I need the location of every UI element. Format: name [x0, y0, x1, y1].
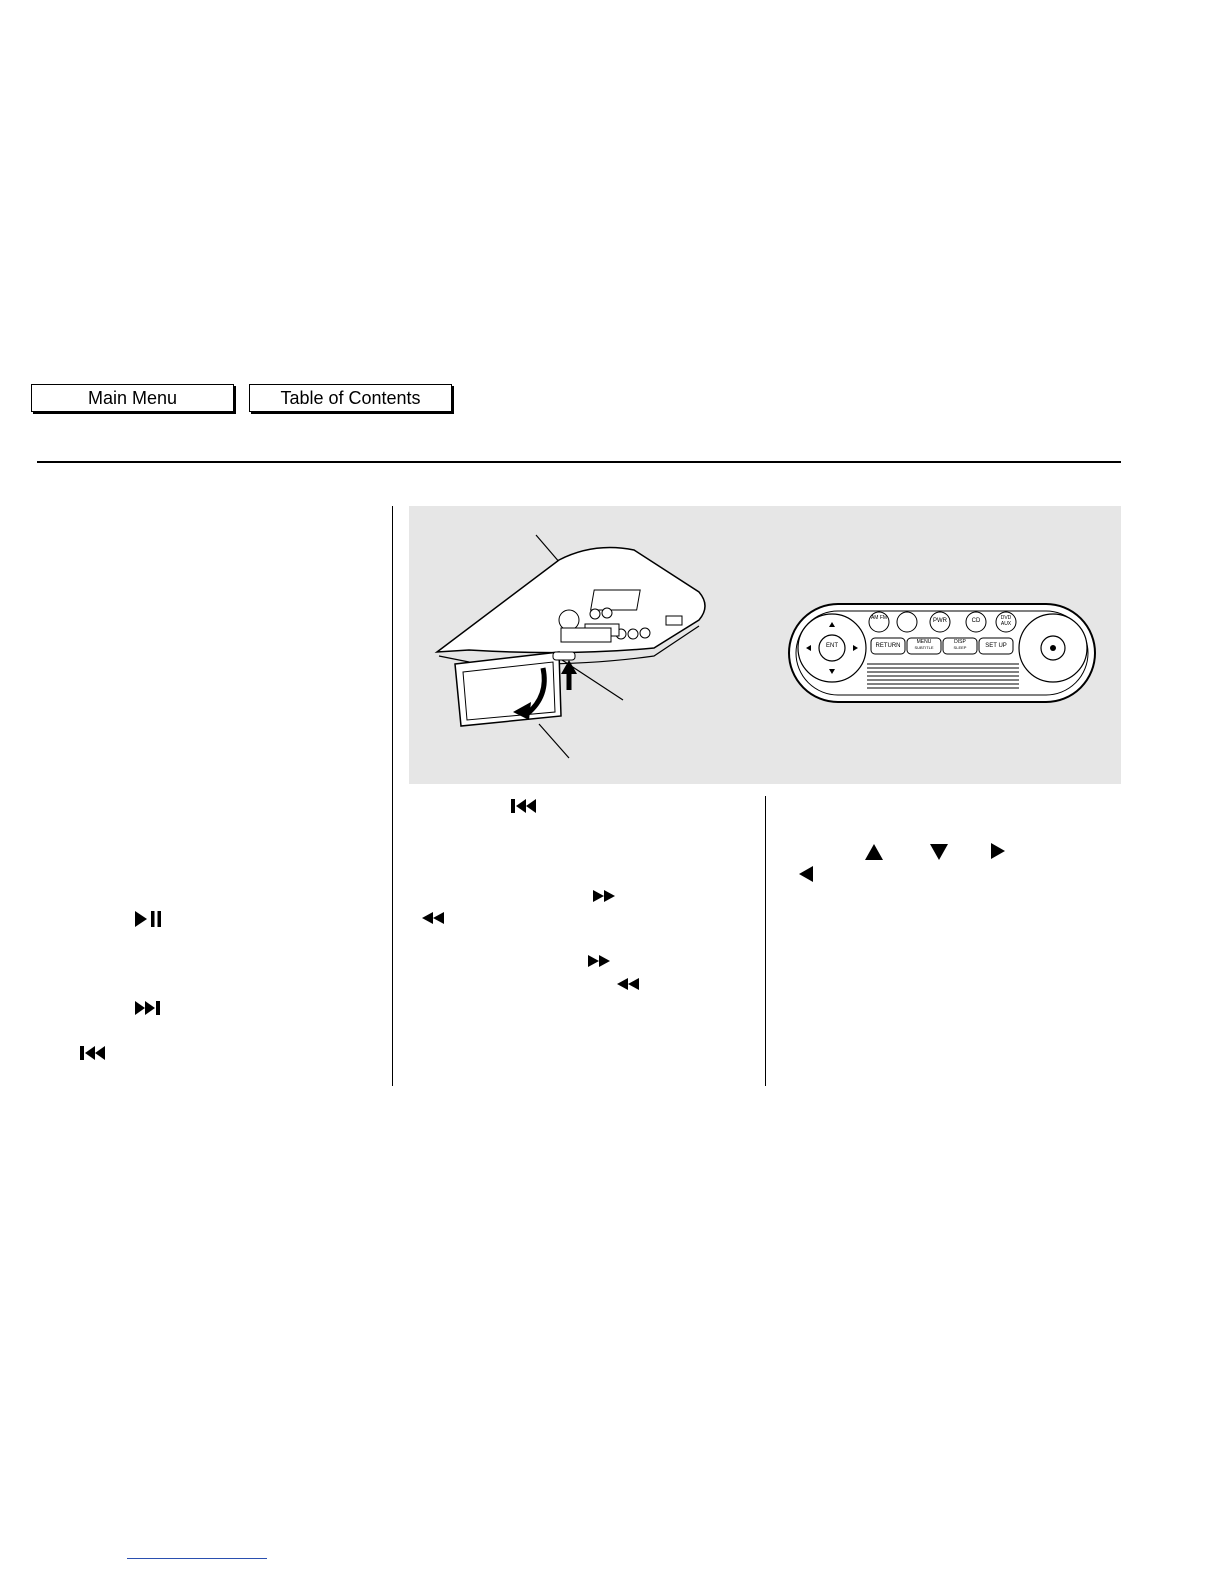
- setup-button: SET UP: [985, 643, 1007, 649]
- down-arrow-icon: [929, 843, 949, 861]
- column-divider-left: [392, 506, 393, 1086]
- pwr-button: PWR: [933, 618, 947, 624]
- up-arrow-icon: [864, 843, 884, 861]
- return-button: RETURN: [875, 643, 901, 649]
- disp-button: [943, 639, 977, 651]
- dvd-aux-button: DVD AUX: [1000, 615, 1012, 627]
- main-menu-button[interactable]: [31, 384, 234, 412]
- footer-link-underline[interactable]: [127, 1558, 267, 1559]
- play-pause-icon: [133, 910, 163, 928]
- fast-forward-icon: [592, 889, 618, 903]
- skip-back-icon: [509, 798, 539, 814]
- menu-button: [907, 639, 941, 651]
- rewind-icon: [421, 911, 447, 925]
- right-arrow-icon: [990, 842, 1006, 860]
- skip-back-icon: [78, 1045, 108, 1061]
- header-rule: [37, 461, 1121, 463]
- ent-button: ENT: [826, 643, 838, 649]
- table-of-contents-button[interactable]: [249, 384, 452, 412]
- rewind-icon: [616, 977, 642, 991]
- am-fm-button: AM FM: [870, 615, 888, 621]
- remote-control-illustration: [787, 602, 1099, 706]
- menu-label: MENU: [916, 639, 932, 645]
- disp-sub-label: SLEEP: [953, 645, 967, 650]
- skip-forward-icon: [134, 1000, 164, 1016]
- left-arrow-icon: [798, 865, 814, 883]
- cd-button: CD: [971, 618, 981, 624]
- fast-forward-icon: [587, 954, 613, 968]
- illustration-panel: [409, 506, 1121, 784]
- main-menu-label: Main Menu: [87, 387, 178, 408]
- table-of-contents-label: Table of Contents: [280, 387, 421, 408]
- column-divider-right: [765, 796, 766, 1086]
- disp-label: DISP: [954, 639, 966, 645]
- overhead-console-illustration: [409, 506, 739, 784]
- menu-sub-label: SUBTITLE: [914, 645, 934, 650]
